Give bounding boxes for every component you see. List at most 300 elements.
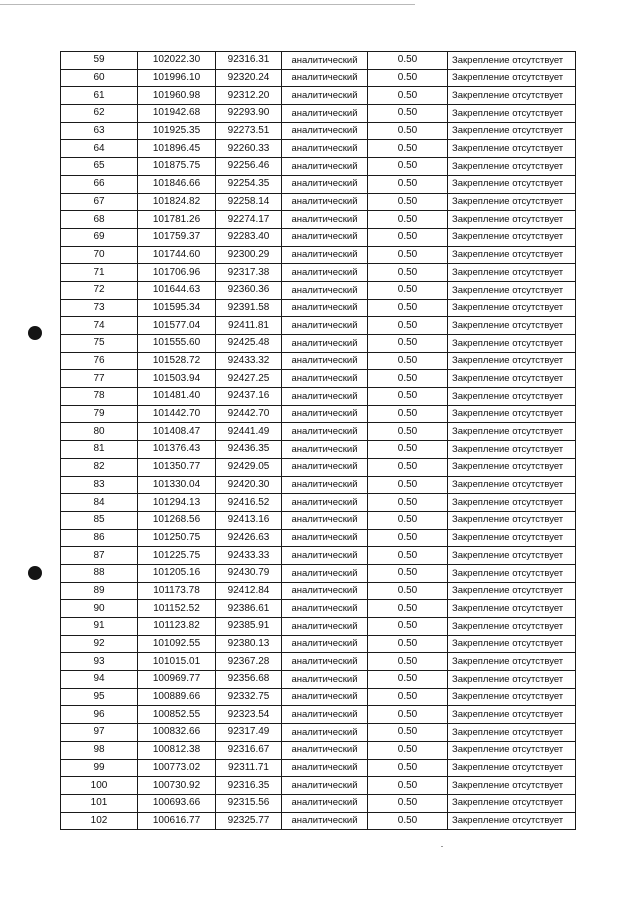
method-cell: аналитический xyxy=(282,635,368,653)
table-row xyxy=(61,352,576,370)
fixing-cell: Закрепление отсутствует xyxy=(448,140,576,158)
x-coordinate-cell: 101123.82 xyxy=(138,618,216,636)
fixing-cell: Закрепление отсутствует xyxy=(448,564,576,582)
point-number-cell: 96 xyxy=(61,706,138,724)
table-row xyxy=(61,600,576,618)
point-number-cell: 88 xyxy=(61,564,138,582)
x-coordinate-cell: 100852.55 xyxy=(138,706,216,724)
fixing-cell: Закрепление отсутствует xyxy=(448,741,576,759)
x-coordinate-cell: 100773.02 xyxy=(138,759,216,777)
fixing-cell: Закрепление отсутствует xyxy=(448,618,576,636)
fixing-cell: Закрепление отсутствует xyxy=(448,405,576,423)
method-cell: аналитический xyxy=(282,69,368,87)
fixing-cell: Закрепление отсутствует xyxy=(448,335,576,353)
point-number-cell: 85 xyxy=(61,511,138,529)
x-coordinate-cell: 100730.92 xyxy=(138,777,216,795)
point-number-cell: 82 xyxy=(61,458,138,476)
x-coordinate-cell: 101875.75 xyxy=(138,158,216,176)
coordinates-table xyxy=(60,51,576,830)
table-row xyxy=(61,317,576,335)
table-row xyxy=(61,228,576,246)
table-row xyxy=(61,511,576,529)
table-row xyxy=(61,193,576,211)
accuracy-cell: 0.50 xyxy=(368,299,448,317)
method-cell: аналитический xyxy=(282,122,368,140)
accuracy-cell: 0.50 xyxy=(368,511,448,529)
fixing-cell: Закрепление отсутствует xyxy=(448,653,576,671)
fixing-cell: Закрепление отсутствует xyxy=(448,688,576,706)
y-coordinate-cell: 92283.40 xyxy=(216,228,282,246)
table-row xyxy=(61,706,576,724)
fixing-cell: Закрепление отсутствует xyxy=(448,158,576,176)
x-coordinate-cell: 101996.10 xyxy=(138,69,216,87)
table-row xyxy=(61,405,576,423)
point-number-cell: 66 xyxy=(61,175,138,193)
x-coordinate-cell: 101152.52 xyxy=(138,600,216,618)
x-coordinate-cell: 101759.37 xyxy=(138,228,216,246)
x-coordinate-cell: 100693.66 xyxy=(138,794,216,812)
point-number-cell: 75 xyxy=(61,335,138,353)
x-coordinate-cell: 100969.77 xyxy=(138,671,216,689)
scan-speck xyxy=(441,846,443,847)
table-row xyxy=(61,281,576,299)
x-coordinate-cell: 101896.45 xyxy=(138,140,216,158)
y-coordinate-cell: 92256.46 xyxy=(216,158,282,176)
point-number-cell: 60 xyxy=(61,69,138,87)
fixing-cell: Закрепление отсутствует xyxy=(448,52,576,70)
method-cell: аналитический xyxy=(282,405,368,423)
method-cell: аналитический xyxy=(282,529,368,547)
accuracy-cell: 0.50 xyxy=(368,618,448,636)
y-coordinate-cell: 92260.33 xyxy=(216,140,282,158)
point-number-cell: 99 xyxy=(61,759,138,777)
y-coordinate-cell: 92258.14 xyxy=(216,193,282,211)
x-coordinate-cell: 101925.35 xyxy=(138,122,216,140)
fixing-cell: Закрепление отсутствует xyxy=(448,794,576,812)
y-coordinate-cell: 92317.49 xyxy=(216,724,282,742)
method-cell: аналитический xyxy=(282,352,368,370)
fixing-cell: Закрепление отсутствует xyxy=(448,175,576,193)
x-coordinate-cell: 101250.75 xyxy=(138,529,216,547)
point-number-cell: 94 xyxy=(61,671,138,689)
accuracy-cell: 0.50 xyxy=(368,582,448,600)
accuracy-cell: 0.50 xyxy=(368,211,448,229)
table-row xyxy=(61,724,576,742)
x-coordinate-cell: 101503.94 xyxy=(138,370,216,388)
method-cell: аналитический xyxy=(282,228,368,246)
y-coordinate-cell: 92312.20 xyxy=(216,87,282,105)
point-number-cell: 84 xyxy=(61,494,138,512)
accuracy-cell: 0.50 xyxy=(368,105,448,123)
y-coordinate-cell: 92315.56 xyxy=(216,794,282,812)
method-cell: аналитический xyxy=(282,52,368,70)
table-row xyxy=(61,87,576,105)
fixing-cell: Закрепление отсутствует xyxy=(448,388,576,406)
method-cell: аналитический xyxy=(282,476,368,494)
y-coordinate-cell: 92412.84 xyxy=(216,582,282,600)
method-cell: аналитический xyxy=(282,317,368,335)
fixing-cell: Закрепление отсутствует xyxy=(448,317,576,335)
method-cell: аналитический xyxy=(282,618,368,636)
fixing-cell: Закрепление отсутствует xyxy=(448,582,576,600)
method-cell: аналитический xyxy=(282,777,368,795)
accuracy-cell: 0.50 xyxy=(368,741,448,759)
method-cell: аналитический xyxy=(282,688,368,706)
method-cell: аналитический xyxy=(282,246,368,264)
y-coordinate-cell: 92323.54 xyxy=(216,706,282,724)
x-coordinate-cell: 101942.68 xyxy=(138,105,216,123)
fixing-cell: Закрепление отсутствует xyxy=(448,635,576,653)
fixing-cell: Закрепление отсутствует xyxy=(448,511,576,529)
table-row xyxy=(61,441,576,459)
accuracy-cell: 0.50 xyxy=(368,547,448,565)
accuracy-cell: 0.50 xyxy=(368,476,448,494)
y-coordinate-cell: 92430.79 xyxy=(216,564,282,582)
accuracy-cell: 0.50 xyxy=(368,777,448,795)
point-number-cell: 63 xyxy=(61,122,138,140)
accuracy-cell: 0.50 xyxy=(368,388,448,406)
fixing-cell: Закрепление отсутствует xyxy=(448,441,576,459)
y-coordinate-cell: 92427.25 xyxy=(216,370,282,388)
fixing-cell: Закрепление отсутствует xyxy=(448,706,576,724)
fixing-cell: Закрепление отсутствует xyxy=(448,458,576,476)
point-number-cell: 79 xyxy=(61,405,138,423)
y-coordinate-cell: 92429.05 xyxy=(216,458,282,476)
method-cell: аналитический xyxy=(282,87,368,105)
y-coordinate-cell: 92293.90 xyxy=(216,105,282,123)
fixing-cell: Закрепление отсутствует xyxy=(448,529,576,547)
method-cell: аналитический xyxy=(282,175,368,193)
accuracy-cell: 0.50 xyxy=(368,564,448,582)
accuracy-cell: 0.50 xyxy=(368,671,448,689)
method-cell: аналитический xyxy=(282,423,368,441)
method-cell: аналитический xyxy=(282,494,368,512)
method-cell: аналитический xyxy=(282,671,368,689)
x-coordinate-cell: 101376.43 xyxy=(138,441,216,459)
y-coordinate-cell: 92311.71 xyxy=(216,759,282,777)
method-cell: аналитический xyxy=(282,547,368,565)
point-number-cell: 86 xyxy=(61,529,138,547)
point-number-cell: 69 xyxy=(61,228,138,246)
y-coordinate-cell: 92436.35 xyxy=(216,441,282,459)
fixing-cell: Закрепление отсутствует xyxy=(448,759,576,777)
point-number-cell: 74 xyxy=(61,317,138,335)
table-row xyxy=(61,653,576,671)
y-coordinate-cell: 92411.81 xyxy=(216,317,282,335)
x-coordinate-cell: 100889.66 xyxy=(138,688,216,706)
point-number-cell: 97 xyxy=(61,724,138,742)
point-number-cell: 102 xyxy=(61,812,138,830)
y-coordinate-cell: 92416.52 xyxy=(216,494,282,512)
fixing-cell: Закрепление отсутствует xyxy=(448,600,576,618)
accuracy-cell: 0.50 xyxy=(368,794,448,812)
method-cell: аналитический xyxy=(282,759,368,777)
y-coordinate-cell: 92356.68 xyxy=(216,671,282,689)
x-coordinate-cell: 101205.16 xyxy=(138,564,216,582)
accuracy-cell: 0.50 xyxy=(368,122,448,140)
point-number-cell: 81 xyxy=(61,441,138,459)
x-coordinate-cell: 101350.77 xyxy=(138,458,216,476)
fixing-cell: Закрепление отсутствует xyxy=(448,547,576,565)
table-row xyxy=(61,211,576,229)
y-coordinate-cell: 92386.61 xyxy=(216,600,282,618)
table-row xyxy=(61,264,576,282)
table-row xyxy=(61,388,576,406)
y-coordinate-cell: 92425.48 xyxy=(216,335,282,353)
fixing-cell: Закрепление отсутствует xyxy=(448,193,576,211)
table-row xyxy=(61,158,576,176)
method-cell: аналитический xyxy=(282,706,368,724)
method-cell: аналитический xyxy=(282,794,368,812)
accuracy-cell: 0.50 xyxy=(368,158,448,176)
accuracy-cell: 0.50 xyxy=(368,494,448,512)
y-coordinate-cell: 92385.91 xyxy=(216,618,282,636)
method-cell: аналитический xyxy=(282,281,368,299)
method-cell: аналитический xyxy=(282,193,368,211)
fixing-cell: Закрепление отсутствует xyxy=(448,246,576,264)
y-coordinate-cell: 92274.17 xyxy=(216,211,282,229)
accuracy-cell: 0.50 xyxy=(368,635,448,653)
point-number-cell: 59 xyxy=(61,52,138,70)
point-number-cell: 90 xyxy=(61,600,138,618)
point-number-cell: 91 xyxy=(61,618,138,636)
x-coordinate-cell: 101644.63 xyxy=(138,281,216,299)
accuracy-cell: 0.50 xyxy=(368,335,448,353)
x-coordinate-cell: 101781.26 xyxy=(138,211,216,229)
table-row xyxy=(61,582,576,600)
accuracy-cell: 0.50 xyxy=(368,175,448,193)
y-coordinate-cell: 92413.16 xyxy=(216,511,282,529)
fixing-cell: Закрепление отсутствует xyxy=(448,476,576,494)
table-row xyxy=(61,458,576,476)
table-row xyxy=(61,564,576,582)
x-coordinate-cell: 101015.01 xyxy=(138,653,216,671)
x-coordinate-cell: 101092.55 xyxy=(138,635,216,653)
table-row xyxy=(61,759,576,777)
x-coordinate-cell: 101225.75 xyxy=(138,547,216,565)
method-cell: аналитический xyxy=(282,600,368,618)
accuracy-cell: 0.50 xyxy=(368,458,448,476)
x-coordinate-cell: 101595.34 xyxy=(138,299,216,317)
fixing-cell: Закрепление отсутствует xyxy=(448,122,576,140)
accuracy-cell: 0.50 xyxy=(368,529,448,547)
accuracy-cell: 0.50 xyxy=(368,759,448,777)
x-coordinate-cell: 102022.30 xyxy=(138,52,216,70)
fixing-cell: Закрепление отсутствует xyxy=(448,423,576,441)
accuracy-cell: 0.50 xyxy=(368,352,448,370)
y-coordinate-cell: 92380.13 xyxy=(216,635,282,653)
y-coordinate-cell: 92420.30 xyxy=(216,476,282,494)
point-number-cell: 62 xyxy=(61,105,138,123)
page-top-rule xyxy=(0,4,415,5)
fixing-cell: Закрепление отсутствует xyxy=(448,264,576,282)
x-coordinate-cell: 100812.38 xyxy=(138,741,216,759)
y-coordinate-cell: 92442.70 xyxy=(216,405,282,423)
fixing-cell: Закрепление отсутствует xyxy=(448,370,576,388)
x-coordinate-cell: 101744.60 xyxy=(138,246,216,264)
point-number-cell: 87 xyxy=(61,547,138,565)
accuracy-cell: 0.50 xyxy=(368,706,448,724)
punch-hole-mark xyxy=(28,566,42,580)
fixing-cell: Закрепление отсутствует xyxy=(448,281,576,299)
point-number-cell: 68 xyxy=(61,211,138,229)
punch-hole-mark xyxy=(28,326,42,340)
method-cell: аналитический xyxy=(282,158,368,176)
fixing-cell: Закрепление отсутствует xyxy=(448,812,576,830)
fixing-cell: Закрепление отсутствует xyxy=(448,671,576,689)
table-row xyxy=(61,547,576,565)
table-row xyxy=(61,494,576,512)
method-cell: аналитический xyxy=(282,724,368,742)
fixing-cell: Закрепление отсутствует xyxy=(448,87,576,105)
point-number-cell: 95 xyxy=(61,688,138,706)
y-coordinate-cell: 92300.29 xyxy=(216,246,282,264)
x-coordinate-cell: 100616.77 xyxy=(138,812,216,830)
x-coordinate-cell: 101481.40 xyxy=(138,388,216,406)
point-number-cell: 76 xyxy=(61,352,138,370)
point-number-cell: 70 xyxy=(61,246,138,264)
point-number-cell: 65 xyxy=(61,158,138,176)
x-coordinate-cell: 101706.96 xyxy=(138,264,216,282)
y-coordinate-cell: 92426.63 xyxy=(216,529,282,547)
table-row xyxy=(61,122,576,140)
coordinates-table-body xyxy=(61,52,576,830)
table-row xyxy=(61,777,576,795)
accuracy-cell: 0.50 xyxy=(368,52,448,70)
accuracy-cell: 0.50 xyxy=(368,370,448,388)
table-row xyxy=(61,423,576,441)
table-row xyxy=(61,635,576,653)
method-cell: аналитический xyxy=(282,140,368,158)
fixing-cell: Закрепление отсутствует xyxy=(448,299,576,317)
fixing-cell: Закрепление отсутствует xyxy=(448,69,576,87)
fixing-cell: Закрепление отсутствует xyxy=(448,777,576,795)
table-row xyxy=(61,671,576,689)
table-row xyxy=(61,140,576,158)
y-coordinate-cell: 92360.36 xyxy=(216,281,282,299)
y-coordinate-cell: 92433.33 xyxy=(216,547,282,565)
x-coordinate-cell: 101577.04 xyxy=(138,317,216,335)
accuracy-cell: 0.50 xyxy=(368,600,448,618)
table-row xyxy=(61,69,576,87)
x-coordinate-cell: 101846.66 xyxy=(138,175,216,193)
fixing-cell: Закрепление отсутствует xyxy=(448,228,576,246)
y-coordinate-cell: 92441.49 xyxy=(216,423,282,441)
fixing-cell: Закрепление отсутствует xyxy=(448,352,576,370)
y-coordinate-cell: 92316.31 xyxy=(216,52,282,70)
y-coordinate-cell: 92254.35 xyxy=(216,175,282,193)
accuracy-cell: 0.50 xyxy=(368,87,448,105)
y-coordinate-cell: 92367.28 xyxy=(216,653,282,671)
y-coordinate-cell: 92320.24 xyxy=(216,69,282,87)
accuracy-cell: 0.50 xyxy=(368,423,448,441)
accuracy-cell: 0.50 xyxy=(368,246,448,264)
method-cell: аналитический xyxy=(282,653,368,671)
method-cell: аналитический xyxy=(282,582,368,600)
table-row xyxy=(61,794,576,812)
table-row xyxy=(61,335,576,353)
x-coordinate-cell: 101442.70 xyxy=(138,405,216,423)
point-number-cell: 61 xyxy=(61,87,138,105)
method-cell: аналитический xyxy=(282,812,368,830)
x-coordinate-cell: 101528.72 xyxy=(138,352,216,370)
method-cell: аналитический xyxy=(282,211,368,229)
method-cell: аналитический xyxy=(282,511,368,529)
point-number-cell: 71 xyxy=(61,264,138,282)
table-row xyxy=(61,175,576,193)
y-coordinate-cell: 92437.16 xyxy=(216,388,282,406)
accuracy-cell: 0.50 xyxy=(368,281,448,299)
point-number-cell: 83 xyxy=(61,476,138,494)
fixing-cell: Закрепление отсутствует xyxy=(448,494,576,512)
point-number-cell: 67 xyxy=(61,193,138,211)
point-number-cell: 93 xyxy=(61,653,138,671)
table-row xyxy=(61,52,576,70)
x-coordinate-cell: 101268.56 xyxy=(138,511,216,529)
x-coordinate-cell: 101555.60 xyxy=(138,335,216,353)
point-number-cell: 72 xyxy=(61,281,138,299)
accuracy-cell: 0.50 xyxy=(368,228,448,246)
method-cell: аналитический xyxy=(282,264,368,282)
accuracy-cell: 0.50 xyxy=(368,264,448,282)
point-number-cell: 101 xyxy=(61,794,138,812)
point-number-cell: 80 xyxy=(61,423,138,441)
accuracy-cell: 0.50 xyxy=(368,653,448,671)
point-number-cell: 73 xyxy=(61,299,138,317)
y-coordinate-cell: 92332.75 xyxy=(216,688,282,706)
x-coordinate-cell: 101960.98 xyxy=(138,87,216,105)
x-coordinate-cell: 100832.66 xyxy=(138,724,216,742)
table-row xyxy=(61,741,576,759)
x-coordinate-cell: 101408.47 xyxy=(138,423,216,441)
y-coordinate-cell: 92316.35 xyxy=(216,777,282,795)
fixing-cell: Закрепление отсутствует xyxy=(448,105,576,123)
method-cell: аналитический xyxy=(282,335,368,353)
x-coordinate-cell: 101824.82 xyxy=(138,193,216,211)
table-row xyxy=(61,618,576,636)
table-row xyxy=(61,529,576,547)
accuracy-cell: 0.50 xyxy=(368,69,448,87)
accuracy-cell: 0.50 xyxy=(368,140,448,158)
table-row xyxy=(61,105,576,123)
method-cell: аналитический xyxy=(282,370,368,388)
point-number-cell: 78 xyxy=(61,388,138,406)
table-row xyxy=(61,299,576,317)
point-number-cell: 64 xyxy=(61,140,138,158)
accuracy-cell: 0.50 xyxy=(368,724,448,742)
method-cell: аналитический xyxy=(282,388,368,406)
method-cell: аналитический xyxy=(282,105,368,123)
y-coordinate-cell: 92317.38 xyxy=(216,264,282,282)
y-coordinate-cell: 92273.51 xyxy=(216,122,282,140)
accuracy-cell: 0.50 xyxy=(368,193,448,211)
x-coordinate-cell: 101330.04 xyxy=(138,476,216,494)
accuracy-cell: 0.50 xyxy=(368,812,448,830)
fixing-cell: Закрепление отсутствует xyxy=(448,211,576,229)
method-cell: аналитический xyxy=(282,299,368,317)
table-row xyxy=(61,370,576,388)
y-coordinate-cell: 92325.77 xyxy=(216,812,282,830)
method-cell: аналитический xyxy=(282,458,368,476)
point-number-cell: 77 xyxy=(61,370,138,388)
fixing-cell: Закрепление отсутствует xyxy=(448,724,576,742)
point-number-cell: 100 xyxy=(61,777,138,795)
table-row xyxy=(61,688,576,706)
table-row xyxy=(61,476,576,494)
table-row xyxy=(61,246,576,264)
accuracy-cell: 0.50 xyxy=(368,317,448,335)
point-number-cell: 98 xyxy=(61,741,138,759)
